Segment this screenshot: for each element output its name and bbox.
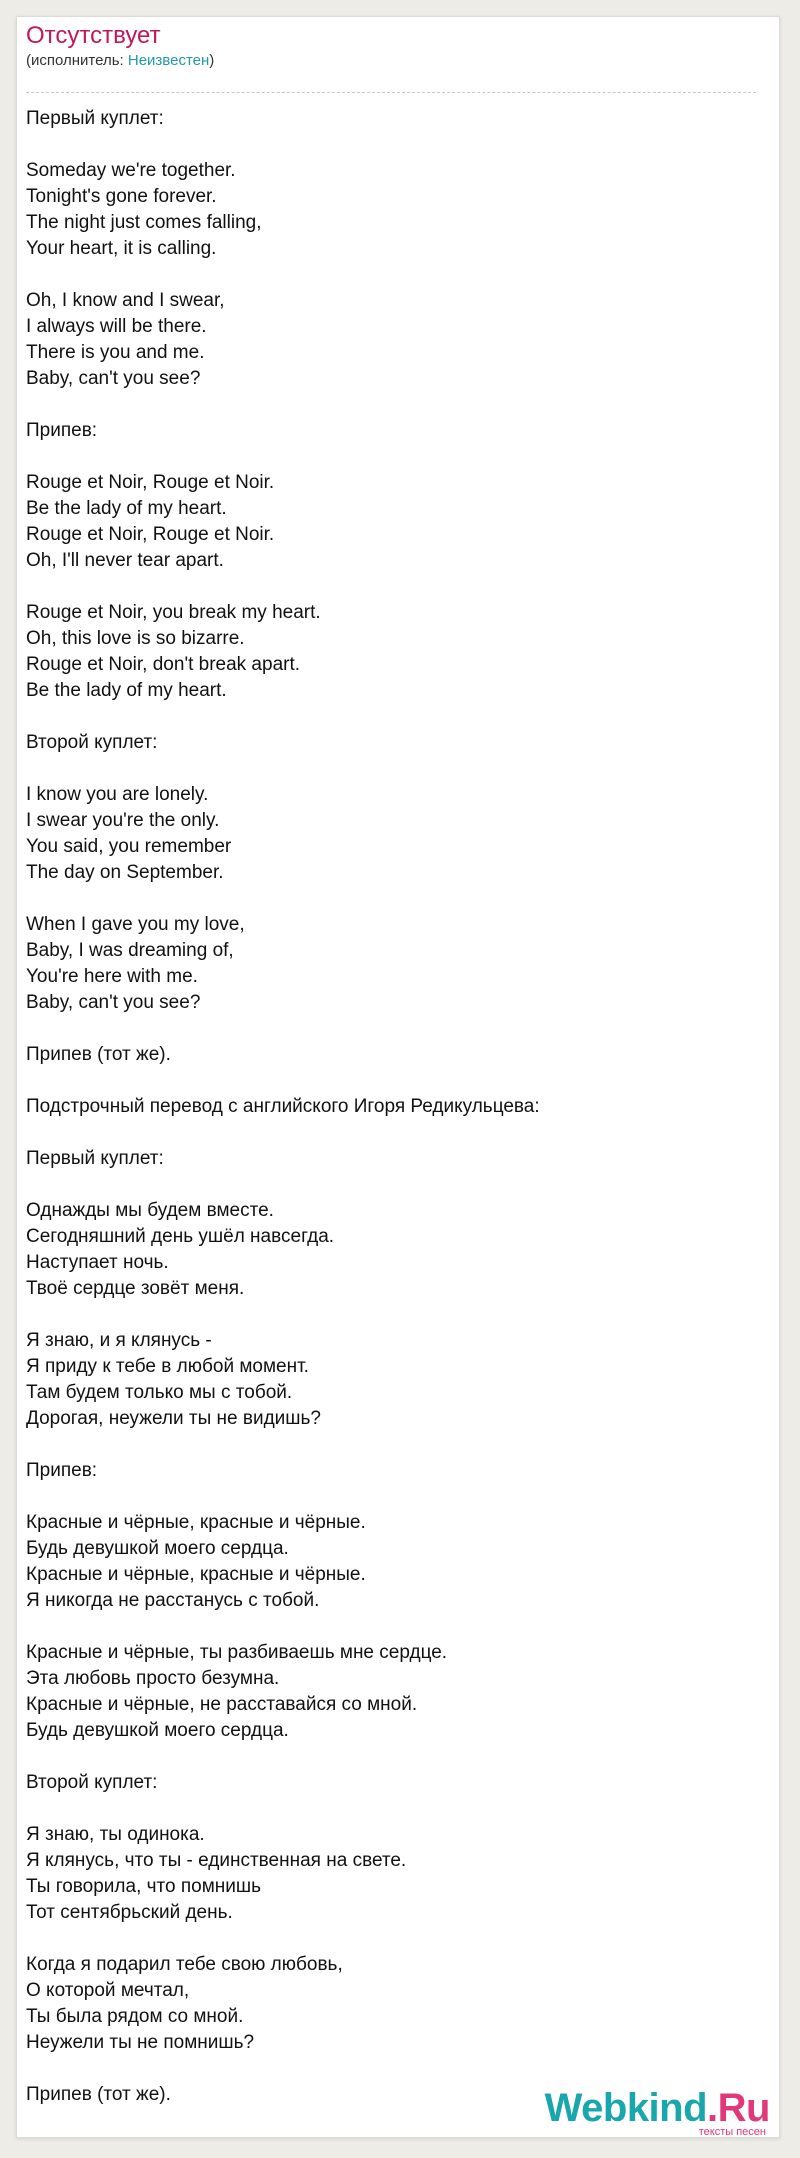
lyrics-line: Твоё сердце зовёт меня.	[26, 1278, 245, 1299]
song-header	[26, 22, 756, 70]
lyrics-stanza	[26, 106, 746, 132]
lyrics-line: Там будем только мы с тобой.	[26, 1382, 293, 1403]
lyrics-stanza	[26, 1094, 746, 1120]
performer-suffix: )	[209, 52, 215, 69]
lyrics-stanza	[26, 1458, 746, 1484]
lyrics-line: Oh, this love is so bizarre.	[26, 628, 245, 649]
lyrics-line: Сегодняшний день ушёл навсегда.	[26, 1226, 335, 1247]
lyrics-line: Когда я подарил тебе свою любовь,	[26, 1954, 343, 1975]
lyrics-line: Rouge et Noir, don't break apart.	[26, 654, 301, 675]
lyrics-line: Второй куплет:	[26, 1772, 158, 1793]
lyrics-line: Припев (тот же).	[26, 1044, 171, 1065]
lyrics-line: Будь девушкой моего сердца.	[26, 1720, 289, 1741]
lyrics-line: Красные и чёрные, не расставайся со мной.	[26, 1694, 418, 1715]
lyrics-text	[26, 106, 746, 2108]
lyrics-stanza	[26, 1042, 746, 1068]
lyrics-line: Припев (тот же).	[26, 2084, 171, 2105]
lyrics-line: Второй куплет:	[26, 732, 158, 753]
lyrics-line: Я знаю, ты одинока.	[26, 1824, 205, 1845]
logo-wordmark: Webkind.Ru	[544, 2086, 770, 2130]
lyrics-line: О которой мечтал,	[26, 1980, 190, 2001]
lyrics-line: Дорогая, неужели ты не видишь?	[26, 1408, 321, 1429]
lyrics-line: I swear you're the only.	[26, 810, 220, 831]
lyrics-line: Tonight's gone forever.	[26, 186, 217, 207]
lyrics-line: Baby, can't you see?	[26, 992, 201, 1013]
lyrics-stanza	[26, 912, 746, 1016]
lyrics-line: Будь девушкой моего сердца.	[26, 1538, 289, 1559]
header-divider	[26, 92, 756, 93]
lyrics-stanza	[26, 1510, 746, 1614]
lyrics-line: Oh, I know and I swear,	[26, 290, 225, 311]
lyrics-line: Я никогда не расстанусь с тобой.	[26, 1590, 320, 1611]
lyrics-stanza	[26, 158, 746, 262]
lyrics-line: Your heart, it is calling.	[26, 238, 217, 259]
lyrics-line: Ты была рядом со мной.	[26, 2006, 244, 2027]
lyrics-stanza	[26, 1328, 746, 1432]
lyrics-line: Baby, can't you see?	[26, 368, 201, 389]
lyrics-line: Красные и чёрные, красные и чёрные.	[26, 1564, 366, 1585]
lyrics-line: Я приду к тебе в любой момент.	[26, 1356, 309, 1377]
lyrics-line: When I gave you my love,	[26, 914, 245, 935]
lyrics-line: Первый куплет:	[26, 1148, 164, 1169]
lyrics-line: Тот сентябрьский день.	[26, 1902, 233, 1923]
lyrics-line: I always will be there.	[26, 316, 207, 337]
lyrics-line: Baby, I was dreaming of,	[26, 940, 234, 961]
lyrics-line: Подстрочный перевод с английского Игоря Редикульцева:	[26, 1096, 540, 1117]
lyrics-line: Be the lady of my heart.	[26, 680, 227, 701]
lyrics-stanza	[26, 1822, 746, 1926]
webkind-logo[interactable]	[545, 2088, 770, 2138]
lyrics-line: You said, you remember	[26, 836, 232, 857]
lyrics-line: Ты говорила, что помнишь	[26, 1876, 262, 1897]
lyrics-stanza	[26, 1146, 746, 1172]
lyrics-line: Красные и чёрные, ты разбиваешь мне сердце.	[26, 1642, 448, 1663]
lyrics-stanza	[26, 470, 746, 574]
lyrics-stanza	[26, 418, 746, 444]
lyrics-line: Я знаю, и я клянусь -	[26, 1330, 212, 1351]
lyrics-stanza	[26, 1770, 746, 1796]
lyrics-stanza	[26, 288, 746, 392]
lyrics-line: Be the lady of my heart.	[26, 498, 227, 519]
lyrics-line: There is you and me.	[26, 342, 205, 363]
lyrics-line: Rouge et Noir, you break my heart.	[26, 602, 321, 623]
lyrics-line: Rouge et Noir, Rouge et Noir.	[26, 524, 275, 545]
lyrics-line: Наступает ночь.	[26, 1252, 169, 1273]
lyrics-line: Я клянусь, что ты - единственная на свете.	[26, 1850, 407, 1871]
lyrics-line: The day on September.	[26, 862, 224, 883]
lyrics-line: The night just comes falling,	[26, 212, 262, 233]
lyrics-stanza	[26, 1952, 746, 2056]
lyrics-line: Припев:	[26, 1460, 98, 1481]
lyrics-stanza	[26, 730, 746, 756]
performer-prefix: (исполнитель:	[26, 52, 128, 69]
lyrics-line: You're here with me.	[26, 966, 198, 987]
lyrics-line: Первый куплет:	[26, 108, 164, 129]
lyrics-stanza	[26, 1198, 746, 1302]
lyrics-line: Oh, I'll never tear apart.	[26, 550, 224, 571]
song-title: Отсутствует	[26, 22, 161, 49]
performer-link[interactable]: Неизвестен	[127, 52, 210, 69]
logo-tagline: тексты песен	[698, 2126, 766, 2138]
lyrics-line: Неужели ты не помнишь?	[26, 2032, 255, 2053]
lyrics-line: I know you are lonely.	[26, 784, 209, 805]
lyrics-stanza	[26, 782, 746, 886]
lyrics-line: Rouge et Noir, Rouge et Noir.	[26, 472, 275, 493]
lyrics-stanza	[26, 600, 746, 704]
lyrics-line: Someday we're together.	[26, 160, 236, 181]
lyrics-line: Эта любовь просто безумна.	[26, 1668, 280, 1689]
lyrics-line: Красные и чёрные, красные и чёрные.	[26, 1512, 366, 1533]
lyrics-line: Припев:	[26, 420, 98, 441]
lyrics-stanza	[26, 1640, 746, 1744]
lyrics-line: Однажды мы будем вместе.	[26, 1200, 274, 1221]
performer-line	[26, 52, 756, 70]
